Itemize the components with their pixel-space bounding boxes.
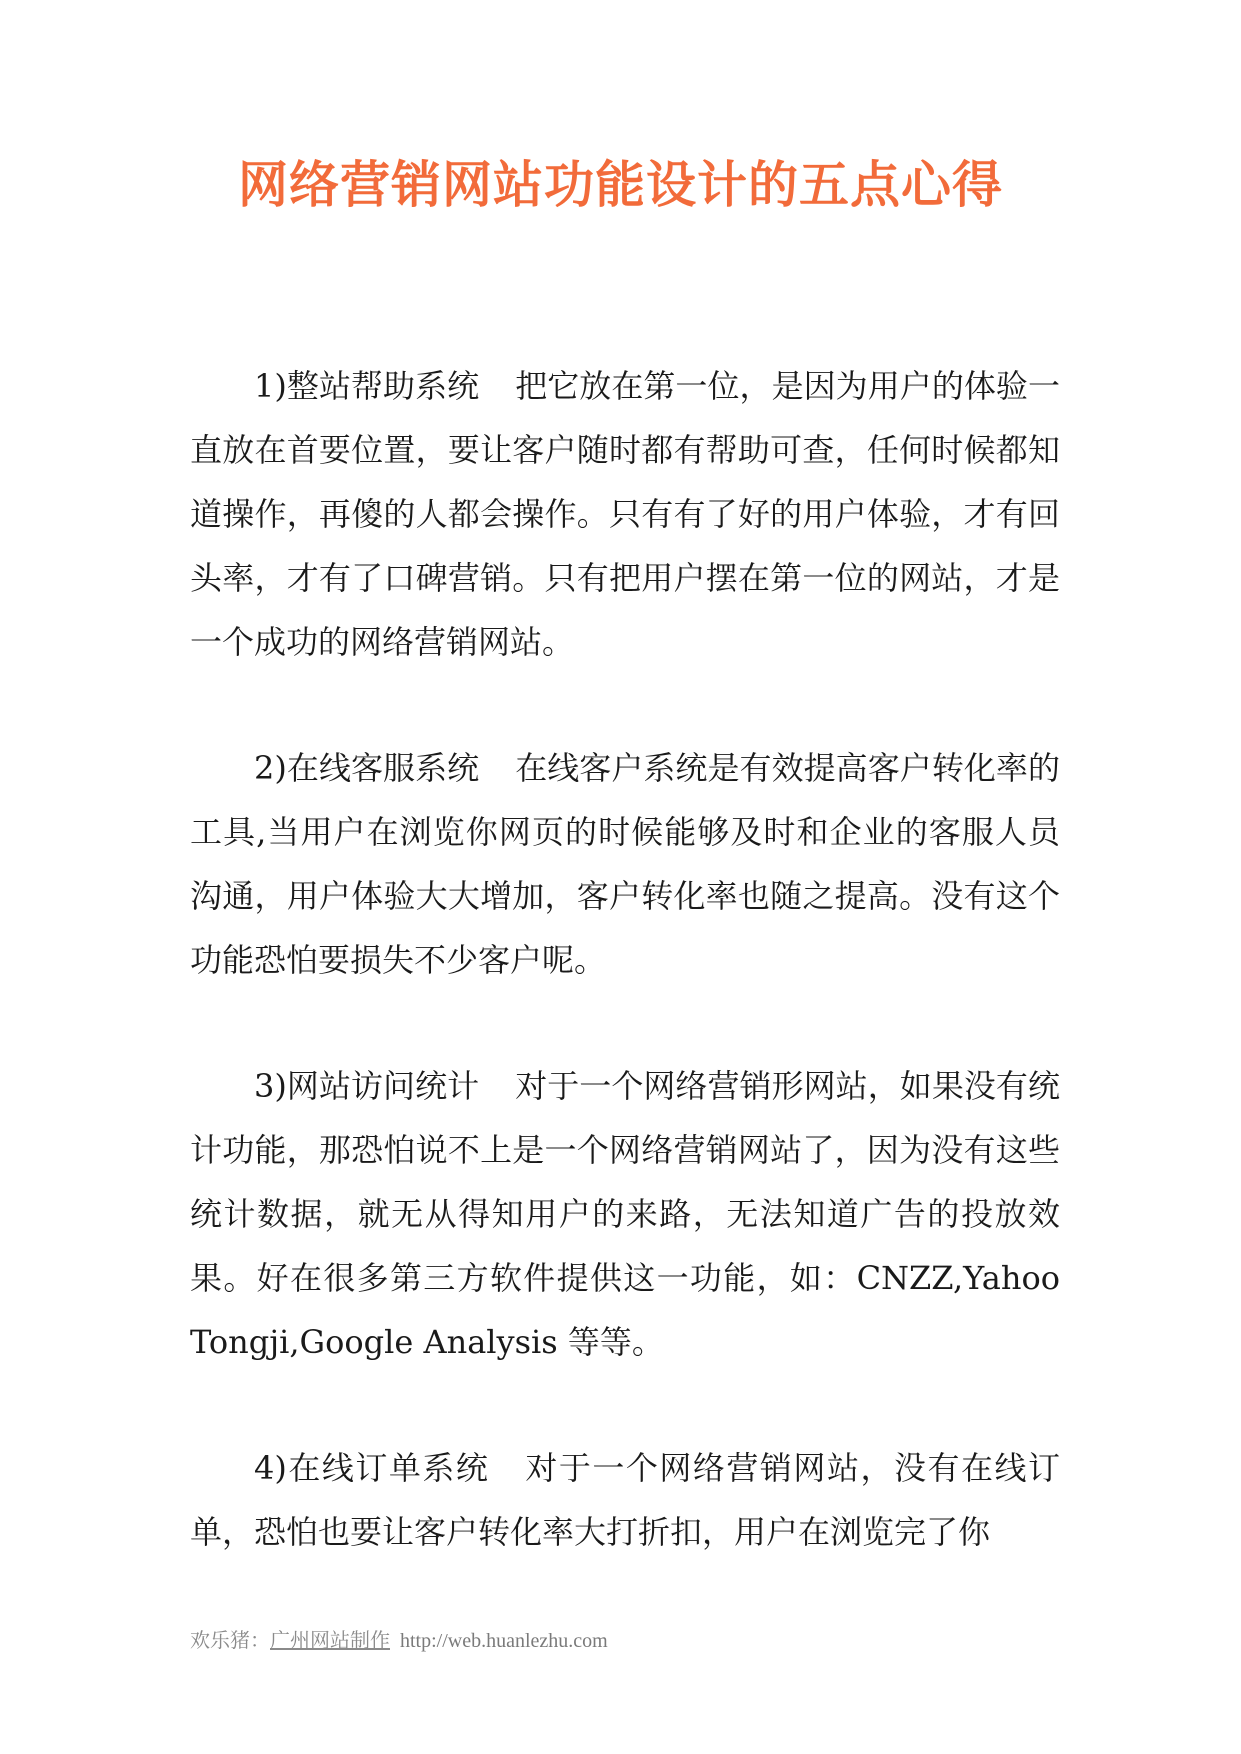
- paragraph-4: [190, 1436, 1060, 1564]
- paragraph-text: 对于一个网络营销形网站，如果没有统计功能，那恐怕说不上是一个网络营销网站了，因为没有这些统计数据，就无从得知用户的来路，无法知道广告的投放效果。好在很多第三方软件提供这一功能，如：CNZZ,Yahoo Tongji,Google Analysis 等等。: [190, 1067, 1060, 1361]
- footer-prefix: 欢乐猪：: [190, 1628, 270, 1652]
- paragraph-text: 把它放在第一位，是因为用户的体验一直放在首要位置，要让客户随时都有帮助可查，任何时候都知道操作，再傻的人都会操作。只有有了好的用户体验，才有回头率，才有了口碑营销。只有把用户摆在第一位的网站，才是一个成功的网络营销网站。: [190, 367, 1060, 661]
- page-title: 网络营销网站功能设计的五点心得: [238, 155, 1003, 214]
- footer-link[interactable]: 广州网站制作: [270, 1628, 390, 1652]
- paragraph-heading: 3)网站访问统计: [254, 1067, 480, 1105]
- paragraph-text: 在线客户系统是有效提高客户转化率的工具,当用户在浏览你网页的时候能够及时和企业的客服人员沟通，用户体验大大增加，客户转化率也随之提高。没有这个功能恐怕要损失不少客户呢。: [190, 749, 1060, 979]
- paragraph-2: [190, 736, 1060, 992]
- paragraph-text: 对于一个网络营销网站，没有在线订单，恐怕也要让客户转化率大打折扣，用户在浏览完了你: [190, 1449, 1060, 1551]
- page-footer: [190, 1626, 608, 1655]
- paragraph-1: [190, 354, 1060, 674]
- paragraph-heading: 2)在线客服系统: [254, 749, 480, 787]
- paragraph-heading: 4)在线订单系统: [254, 1449, 490, 1487]
- footer-url[interactable]: http://web.huanlezhu.com: [400, 1630, 608, 1652]
- paragraph-heading: 1)整站帮助系统: [254, 367, 480, 405]
- document-body: [190, 354, 1060, 1626]
- paragraph-3: [190, 1054, 1060, 1374]
